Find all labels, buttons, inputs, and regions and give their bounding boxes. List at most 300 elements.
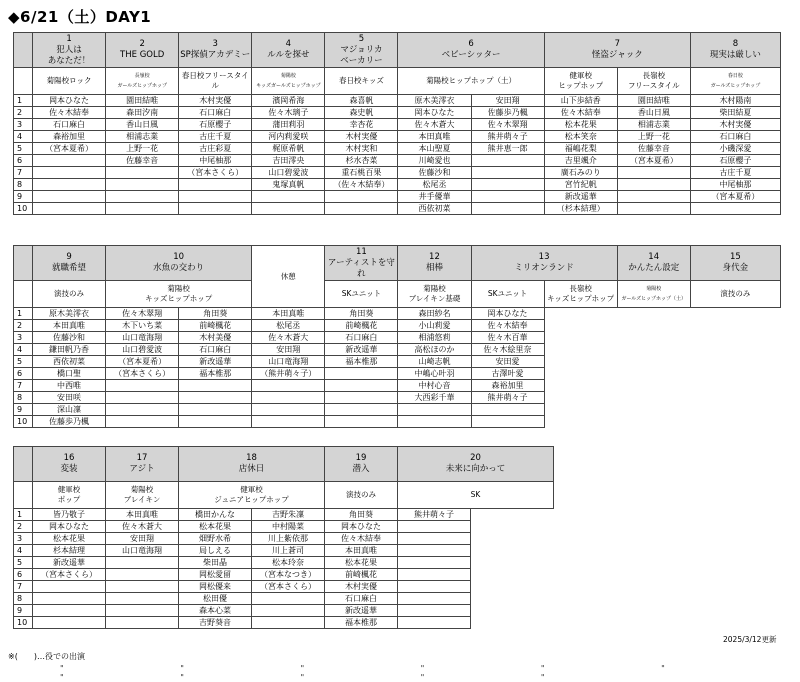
cast-cell: 森田汐南 <box>106 107 179 119</box>
cast-cell: 木村実優 <box>690 119 780 131</box>
cast-cell: 岡本ひなた <box>33 521 106 533</box>
cast-cell: （宮本夏希） <box>690 191 780 203</box>
cast-cell <box>398 521 471 533</box>
cast-cell: 相浦志業 <box>617 119 690 131</box>
cast-cell: 佐藤歩乃楓 <box>33 416 106 428</box>
cast-cell: 安田翔 <box>106 533 179 545</box>
cast-cell <box>325 203 398 215</box>
cast-cell: 井手優華 <box>398 191 471 203</box>
cast-cell: 山下歩結香 <box>544 95 617 107</box>
header-row-numbers <box>14 246 781 281</box>
cast-cell: 山口碧愛波 <box>252 167 325 179</box>
cast-cell <box>325 368 398 380</box>
cast-cell: 岡本ひなた <box>325 521 398 533</box>
cast-cell <box>690 203 780 215</box>
row-number: 8 <box>14 593 33 605</box>
cast-cell <box>471 167 544 179</box>
cast-cell: 香山日風 <box>106 119 179 131</box>
cast-cell <box>398 593 471 605</box>
cast-cell: 佐藤沙和 <box>398 167 471 179</box>
header-row-classes <box>14 281 781 308</box>
cast-cell: 佐々木絵里奈 <box>471 344 544 356</box>
class-cell: 長嶺校 フリースタイル <box>617 68 690 95</box>
table-row <box>14 569 554 581</box>
cast-cell: 西依初菜 <box>398 203 471 215</box>
header-cell: 16 変装 <box>33 447 106 482</box>
header-cell: 8 現実は厳しい <box>690 33 780 68</box>
cast-cell: 濱岡希海 <box>252 95 325 107</box>
acting-only-cell: 演技のみ <box>33 281 106 308</box>
table-row <box>14 332 781 344</box>
cast-cell <box>179 380 252 392</box>
cast-cell: 佐藤歩乃楓 <box>471 107 544 119</box>
header-cell: 20 未来に向かって <box>398 447 554 482</box>
cast-cell: 福本椎那 <box>179 368 252 380</box>
row-number: 6 <box>14 569 33 581</box>
table-row <box>14 533 554 545</box>
cast-cell: 相浦志業 <box>106 131 179 143</box>
cast-cell <box>471 416 544 428</box>
cast-cell: 新改遥華 <box>33 557 106 569</box>
footnote: ※( )…役での出演 <box>8 652 85 661</box>
cast-cell: （宮本さくら） <box>33 569 106 581</box>
cast-cell: 梶原希帆 <box>252 143 325 155</box>
cast-cell: 川崎愛也 <box>398 155 471 167</box>
row-number: 7 <box>14 167 33 179</box>
header-cell: 12 相棒 <box>398 246 471 281</box>
cast-cell: 皆乃敬子 <box>33 509 106 521</box>
cast-cell: 森本心菜 <box>179 605 252 617</box>
table-row <box>14 605 554 617</box>
cast-cell: 前崎楓花 <box>179 320 252 332</box>
class-cell: 健軍校 ジュニアヒップホップ <box>179 482 325 509</box>
header-row-classes <box>14 68 781 95</box>
table-row <box>14 191 781 203</box>
cast-cell: 佐藤幸音 <box>617 143 690 155</box>
table-row <box>14 593 554 605</box>
cast-cell <box>33 191 106 203</box>
table-row <box>14 95 781 107</box>
row-number: 2 <box>14 320 33 332</box>
table-row <box>14 416 781 428</box>
cast-cell <box>33 581 106 593</box>
class-cell: 春日校フリースタイル <box>179 68 252 95</box>
cast-cell: 古庄彩夏 <box>179 143 252 155</box>
row-number: 10 <box>14 203 33 215</box>
row-number: 5 <box>14 143 33 155</box>
table-row <box>14 509 554 521</box>
header-cell: 1 犯人は あなただ！ <box>33 33 106 68</box>
class-cell: 菊陽校 ガールズヒップホップ（土） <box>617 281 690 308</box>
cast-cell: 松本花果 <box>544 119 617 131</box>
update-date: 2025/3/12更新 <box>723 635 777 644</box>
cast-cell: 川上紫依那 <box>252 533 325 545</box>
table-row <box>14 143 781 155</box>
header-cell: 2 THE GOLD <box>106 33 179 68</box>
cast-cell <box>252 404 325 416</box>
table-row <box>14 404 781 416</box>
cast-cell <box>398 617 471 629</box>
cast-cell: 上野一花 <box>106 143 179 155</box>
row-number: 9 <box>14 191 33 203</box>
cast-cell <box>471 404 544 416</box>
cast-cell: 佐々木結奉 <box>33 107 106 119</box>
cast-cell: 古庄千夏 <box>179 131 252 143</box>
cast-cell <box>398 545 471 557</box>
cast-cell <box>106 203 179 215</box>
cast-cell: 局しえる <box>179 545 252 557</box>
cast-cell: 角田葵 <box>325 308 398 320</box>
class-cell: 長嶺校 キッズヒップホップ <box>544 281 617 308</box>
header-row-numbers <box>14 33 781 68</box>
table-row <box>14 581 554 593</box>
cast-cell: （熊井萌々子） <box>252 368 325 380</box>
cast-cell <box>106 581 179 593</box>
cast-cell: 新改遥華 <box>544 191 617 203</box>
cast-cell: 蒲田莉羽 <box>252 119 325 131</box>
cast-cell <box>33 593 106 605</box>
row-number: 1 <box>14 95 33 107</box>
cast-cell <box>179 404 252 416</box>
cast-cell: 中尾柚那 <box>179 155 252 167</box>
table-row <box>14 617 554 629</box>
table-row <box>14 119 781 131</box>
cast-cell: 角田葵 <box>179 308 252 320</box>
cast-cell <box>398 569 471 581</box>
cast-cell: 森田紗名 <box>398 308 471 320</box>
table-row <box>14 167 781 179</box>
table-row <box>14 179 781 191</box>
cast-cell: 杉本結理 <box>33 545 106 557</box>
class-cell: 春日校キッズ <box>325 68 398 95</box>
header-cell: 7 怪盗ジャック <box>544 33 690 68</box>
cast-cell <box>471 191 544 203</box>
cast-cell <box>325 416 398 428</box>
cast-cell: 重石桃百果 <box>325 167 398 179</box>
cast-cell <box>252 392 325 404</box>
cast-cell: 森裕加里 <box>33 131 106 143</box>
header-cell: 3 SP探偵アカデミー <box>179 33 252 68</box>
header-row-classes <box>14 482 554 509</box>
cast-cell <box>325 380 398 392</box>
cast-cell: 橋田かんな <box>179 509 252 521</box>
cast-cell: 佐々木翠翔 <box>471 119 544 131</box>
row-number: 2 <box>14 521 33 533</box>
cast-cell: 福本椎那 <box>325 356 398 368</box>
cast-cell: 深山凜 <box>33 404 106 416</box>
cast-cell <box>325 404 398 416</box>
page-title: ◆6/21（土）DAY1 <box>8 8 152 26</box>
cast-cell: 木村陽南 <box>690 95 780 107</box>
cast-cell <box>252 617 325 629</box>
break-label: 休憩 <box>280 271 296 281</box>
cast-cell <box>617 179 690 191</box>
cast-cell: 佐々木結奉 <box>544 107 617 119</box>
class-cell: 春日校 ガールズヒップホップ <box>690 68 780 95</box>
cast-cell: 吉里颯介 <box>544 155 617 167</box>
cast-cell: 福嶋花梨 <box>544 143 617 155</box>
cast-cell: 角田葵 <box>325 509 398 521</box>
row-number: 3 <box>14 119 33 131</box>
cast-cell: 柴田晶 <box>179 557 252 569</box>
cast-cell <box>179 203 252 215</box>
cast-cell: 鎌田帆乃香 <box>33 344 106 356</box>
cast-cell <box>617 203 690 215</box>
cast-cell <box>252 605 325 617</box>
class-cell: 菊陽校 キッズヒップホップ <box>106 281 252 308</box>
cast-cell: 安田翔 <box>252 344 325 356</box>
cast-cell <box>179 191 252 203</box>
cast-cell: （宮本さくら） <box>106 368 179 380</box>
cast-cell: 香山日風 <box>617 107 690 119</box>
table-row <box>14 344 781 356</box>
cast-cell: 鬼塚真帆 <box>252 179 325 191</box>
row-number: 8 <box>14 392 33 404</box>
cast-cell: 安田翔 <box>471 95 544 107</box>
cast-cell: 山口竜海翔 <box>106 332 179 344</box>
cast-cell: 石口麻白 <box>179 344 252 356</box>
cast-cell <box>252 593 325 605</box>
cast-cell <box>33 617 106 629</box>
cast-cell: 原木美澪衣 <box>33 308 106 320</box>
header-cell: 14 かんたん設定 <box>617 246 690 281</box>
table-row <box>14 521 554 533</box>
table-row <box>14 380 781 392</box>
cast-cell: 高松ほのか <box>398 344 471 356</box>
cast-cell <box>33 155 106 167</box>
cast-cell <box>106 392 179 404</box>
table-row <box>14 131 781 143</box>
row-number: 7 <box>14 581 33 593</box>
cast-cell: 西依初菜 <box>33 356 106 368</box>
table-row <box>14 557 554 569</box>
cast-cell <box>106 593 179 605</box>
cast-cell: 本田真唯 <box>252 308 325 320</box>
cast-cell: 本田真唯 <box>398 131 471 143</box>
header-cell: 6 ベビーシッター <box>398 33 544 68</box>
cast-cell: 佐々木翠翔 <box>106 308 179 320</box>
cast-cell: 木村実優 <box>325 131 398 143</box>
schedule-table-3 <box>13 446 554 629</box>
cast-cell <box>106 404 179 416</box>
cast-cell <box>252 416 325 428</box>
cast-cell <box>398 557 471 569</box>
header-cell: 19 潜入 <box>325 447 398 482</box>
cast-cell: 松本玲奈 <box>252 557 325 569</box>
cast-cell <box>106 617 179 629</box>
header-cell: 18 店休日 <box>179 447 325 482</box>
row-number: 10 <box>14 617 33 629</box>
cast-cell: 熊井萌々子 <box>471 392 544 404</box>
cast-cell <box>325 191 398 203</box>
cast-cell <box>471 155 544 167</box>
cast-cell <box>106 179 179 191</box>
cast-cell: 山口竜海翔 <box>106 545 179 557</box>
cast-cell <box>179 179 252 191</box>
cast-cell: 小山莉愛 <box>398 320 471 332</box>
cast-cell <box>106 191 179 203</box>
class-cell: 菊陽校 ブレイキン基礎 <box>398 281 471 308</box>
cast-cell <box>471 179 544 191</box>
cast-cell <box>617 167 690 179</box>
cast-cell <box>179 392 252 404</box>
class-cell: 菊陽校 キッズガールズヒップホップ <box>252 68 325 95</box>
cast-cell: （宮本さくら） <box>179 167 252 179</box>
cast-cell: 佐々木結奉 <box>471 320 544 332</box>
cast-cell <box>106 416 179 428</box>
cast-cell: 熊井萌々子 <box>471 131 544 143</box>
header-row-numbers <box>14 447 554 482</box>
table-row <box>14 308 781 320</box>
cast-cell: （宮本夏希） <box>106 356 179 368</box>
cast-cell: 松尾丞 <box>398 179 471 191</box>
cast-cell: 吉野葵音 <box>179 617 252 629</box>
table-row <box>14 368 781 380</box>
header-cell: 13 ミリオンランド <box>471 246 617 281</box>
header-cell: 9 就職希望 <box>33 246 106 281</box>
cast-cell: 松本花果 <box>179 521 252 533</box>
cast-cell: 佐藤沙和 <box>33 332 106 344</box>
cast-cell: 佐々木璃子 <box>252 107 325 119</box>
row-number: 6 <box>14 368 33 380</box>
cast-cell: 松本笑奈 <box>544 131 617 143</box>
cast-cell: 松尾丞 <box>252 320 325 332</box>
cast-cell: 河内莉愛咲 <box>252 131 325 143</box>
cast-cell: 川上蒼司 <box>252 545 325 557</box>
cast-cell: 柴田結夏 <box>690 107 780 119</box>
cast-cell <box>179 416 252 428</box>
cast-cell: 松田優 <box>179 593 252 605</box>
cast-cell <box>398 581 471 593</box>
cast-cell <box>106 605 179 617</box>
cast-cell <box>106 380 179 392</box>
row-number: 1 <box>14 308 33 320</box>
cast-cell: 山口竜海翔 <box>252 356 325 368</box>
class-cell: SKユニット <box>325 281 398 308</box>
cast-cell: 岡本ひなた <box>398 107 471 119</box>
row-number: 3 <box>14 332 33 344</box>
cast-cell: 中尾柚那 <box>690 179 780 191</box>
header-cell: 11 アーティストを守れ <box>325 246 398 281</box>
cast-cell: 佐々木百華 <box>471 332 544 344</box>
cast-cell: 原木美澪衣 <box>398 95 471 107</box>
cast-cell: 畑野水希 <box>179 533 252 545</box>
cast-cell: 福本椎那 <box>325 617 398 629</box>
class-cell: 菊陽校 ブレイキン <box>106 482 179 509</box>
header-cell: 15 身代金 <box>690 246 780 281</box>
cast-cell: 中村心音 <box>398 380 471 392</box>
cast-cell <box>33 179 106 191</box>
footer-marks: " " " " " " " " " " " <box>60 664 722 682</box>
cast-cell <box>471 203 544 215</box>
cast-cell: 岡松愛留 <box>179 569 252 581</box>
cast-cell: 前崎楓花 <box>325 569 398 581</box>
schedule-table-1 <box>13 32 781 215</box>
cast-cell: 山口碧愛波 <box>106 344 179 356</box>
cast-cell <box>106 557 179 569</box>
cast-cell: 石口麻白 <box>179 107 252 119</box>
cast-cell: 中嶋心叶羽 <box>398 368 471 380</box>
row-number: 1 <box>14 509 33 521</box>
header-cell: 17 アジト <box>106 447 179 482</box>
cast-cell: 大西彩千華 <box>398 392 471 404</box>
cast-cell: 幸杏花 <box>325 119 398 131</box>
row-number: 5 <box>14 356 33 368</box>
cast-cell: 本田真唯 <box>33 320 106 332</box>
row-number: 8 <box>14 179 33 191</box>
cast-cell: 本田真唯 <box>106 509 179 521</box>
cast-cell: 吉野朱凜 <box>252 509 325 521</box>
cast-cell <box>398 404 471 416</box>
cast-cell: 本田真唯 <box>325 545 398 557</box>
cast-cell: 本山聖夏 <box>398 143 471 155</box>
cast-cell: 木村美優 <box>179 332 252 344</box>
class-cell: SK <box>398 482 554 509</box>
schedule-table-2 <box>13 245 781 428</box>
cast-cell <box>325 392 398 404</box>
cast-cell: 山崎志帆 <box>398 356 471 368</box>
cast-cell: （宮本なつき） <box>252 569 325 581</box>
header-cell: 4 ルルを探せ <box>252 33 325 68</box>
cast-cell <box>106 167 179 179</box>
cast-cell <box>398 605 471 617</box>
cast-cell: 相浦悠莉 <box>398 332 471 344</box>
cast-cell: 園田結唯 <box>617 95 690 107</box>
cast-cell: 松本花果 <box>33 533 106 545</box>
cast-cell: 石口麻白 <box>325 593 398 605</box>
row-number: 2 <box>14 107 33 119</box>
header-cell: 10 水魚の交わり <box>106 246 252 281</box>
cast-cell <box>398 416 471 428</box>
cast-cell: （宮本夏希） <box>617 155 690 167</box>
cast-cell: 石原櫻子 <box>179 119 252 131</box>
cast-cell: 石原櫻子 <box>690 155 780 167</box>
class-cell: 菊陽校ロック <box>33 68 106 95</box>
cast-cell: 中西唯 <box>33 380 106 392</box>
cast-cell: 石口麻白 <box>33 119 106 131</box>
cast-cell: 森喜帆 <box>325 95 398 107</box>
cast-cell: 安田愛 <box>471 356 544 368</box>
cast-cell <box>252 380 325 392</box>
cast-cell <box>33 167 106 179</box>
class-cell: 健軍校 ヒップホップ <box>544 68 617 95</box>
row-number: 3 <box>14 533 33 545</box>
table-row <box>14 356 781 368</box>
cast-cell: 熊井恵一郎 <box>471 143 544 155</box>
cast-cell: 中村陽菜 <box>252 521 325 533</box>
cast-cell: （杉本結理） <box>544 203 617 215</box>
cast-cell: 廣石みのり <box>544 167 617 179</box>
cast-cell: （佐々木結奉） <box>325 179 398 191</box>
class-cell: 菊陽校ヒップホップ（土） <box>398 68 544 95</box>
table-row <box>14 155 781 167</box>
row-number: 10 <box>14 416 33 428</box>
cast-cell: 前崎楓花 <box>325 320 398 332</box>
cast-cell: 松本花果 <box>325 557 398 569</box>
cast-cell: 上野一花 <box>617 131 690 143</box>
row-number: 4 <box>14 131 33 143</box>
cast-cell: 木村実優 <box>179 95 252 107</box>
cast-cell: 園田結唯 <box>106 95 179 107</box>
cast-cell: 佐々木蒼大 <box>398 119 471 131</box>
cast-cell: 杉水杏菜 <box>325 155 398 167</box>
row-number: 4 <box>14 344 33 356</box>
table-row <box>14 392 781 404</box>
cast-cell <box>33 203 106 215</box>
table-row <box>14 320 781 332</box>
cast-cell: 岡本ひなた <box>33 95 106 107</box>
cast-cell <box>33 605 106 617</box>
